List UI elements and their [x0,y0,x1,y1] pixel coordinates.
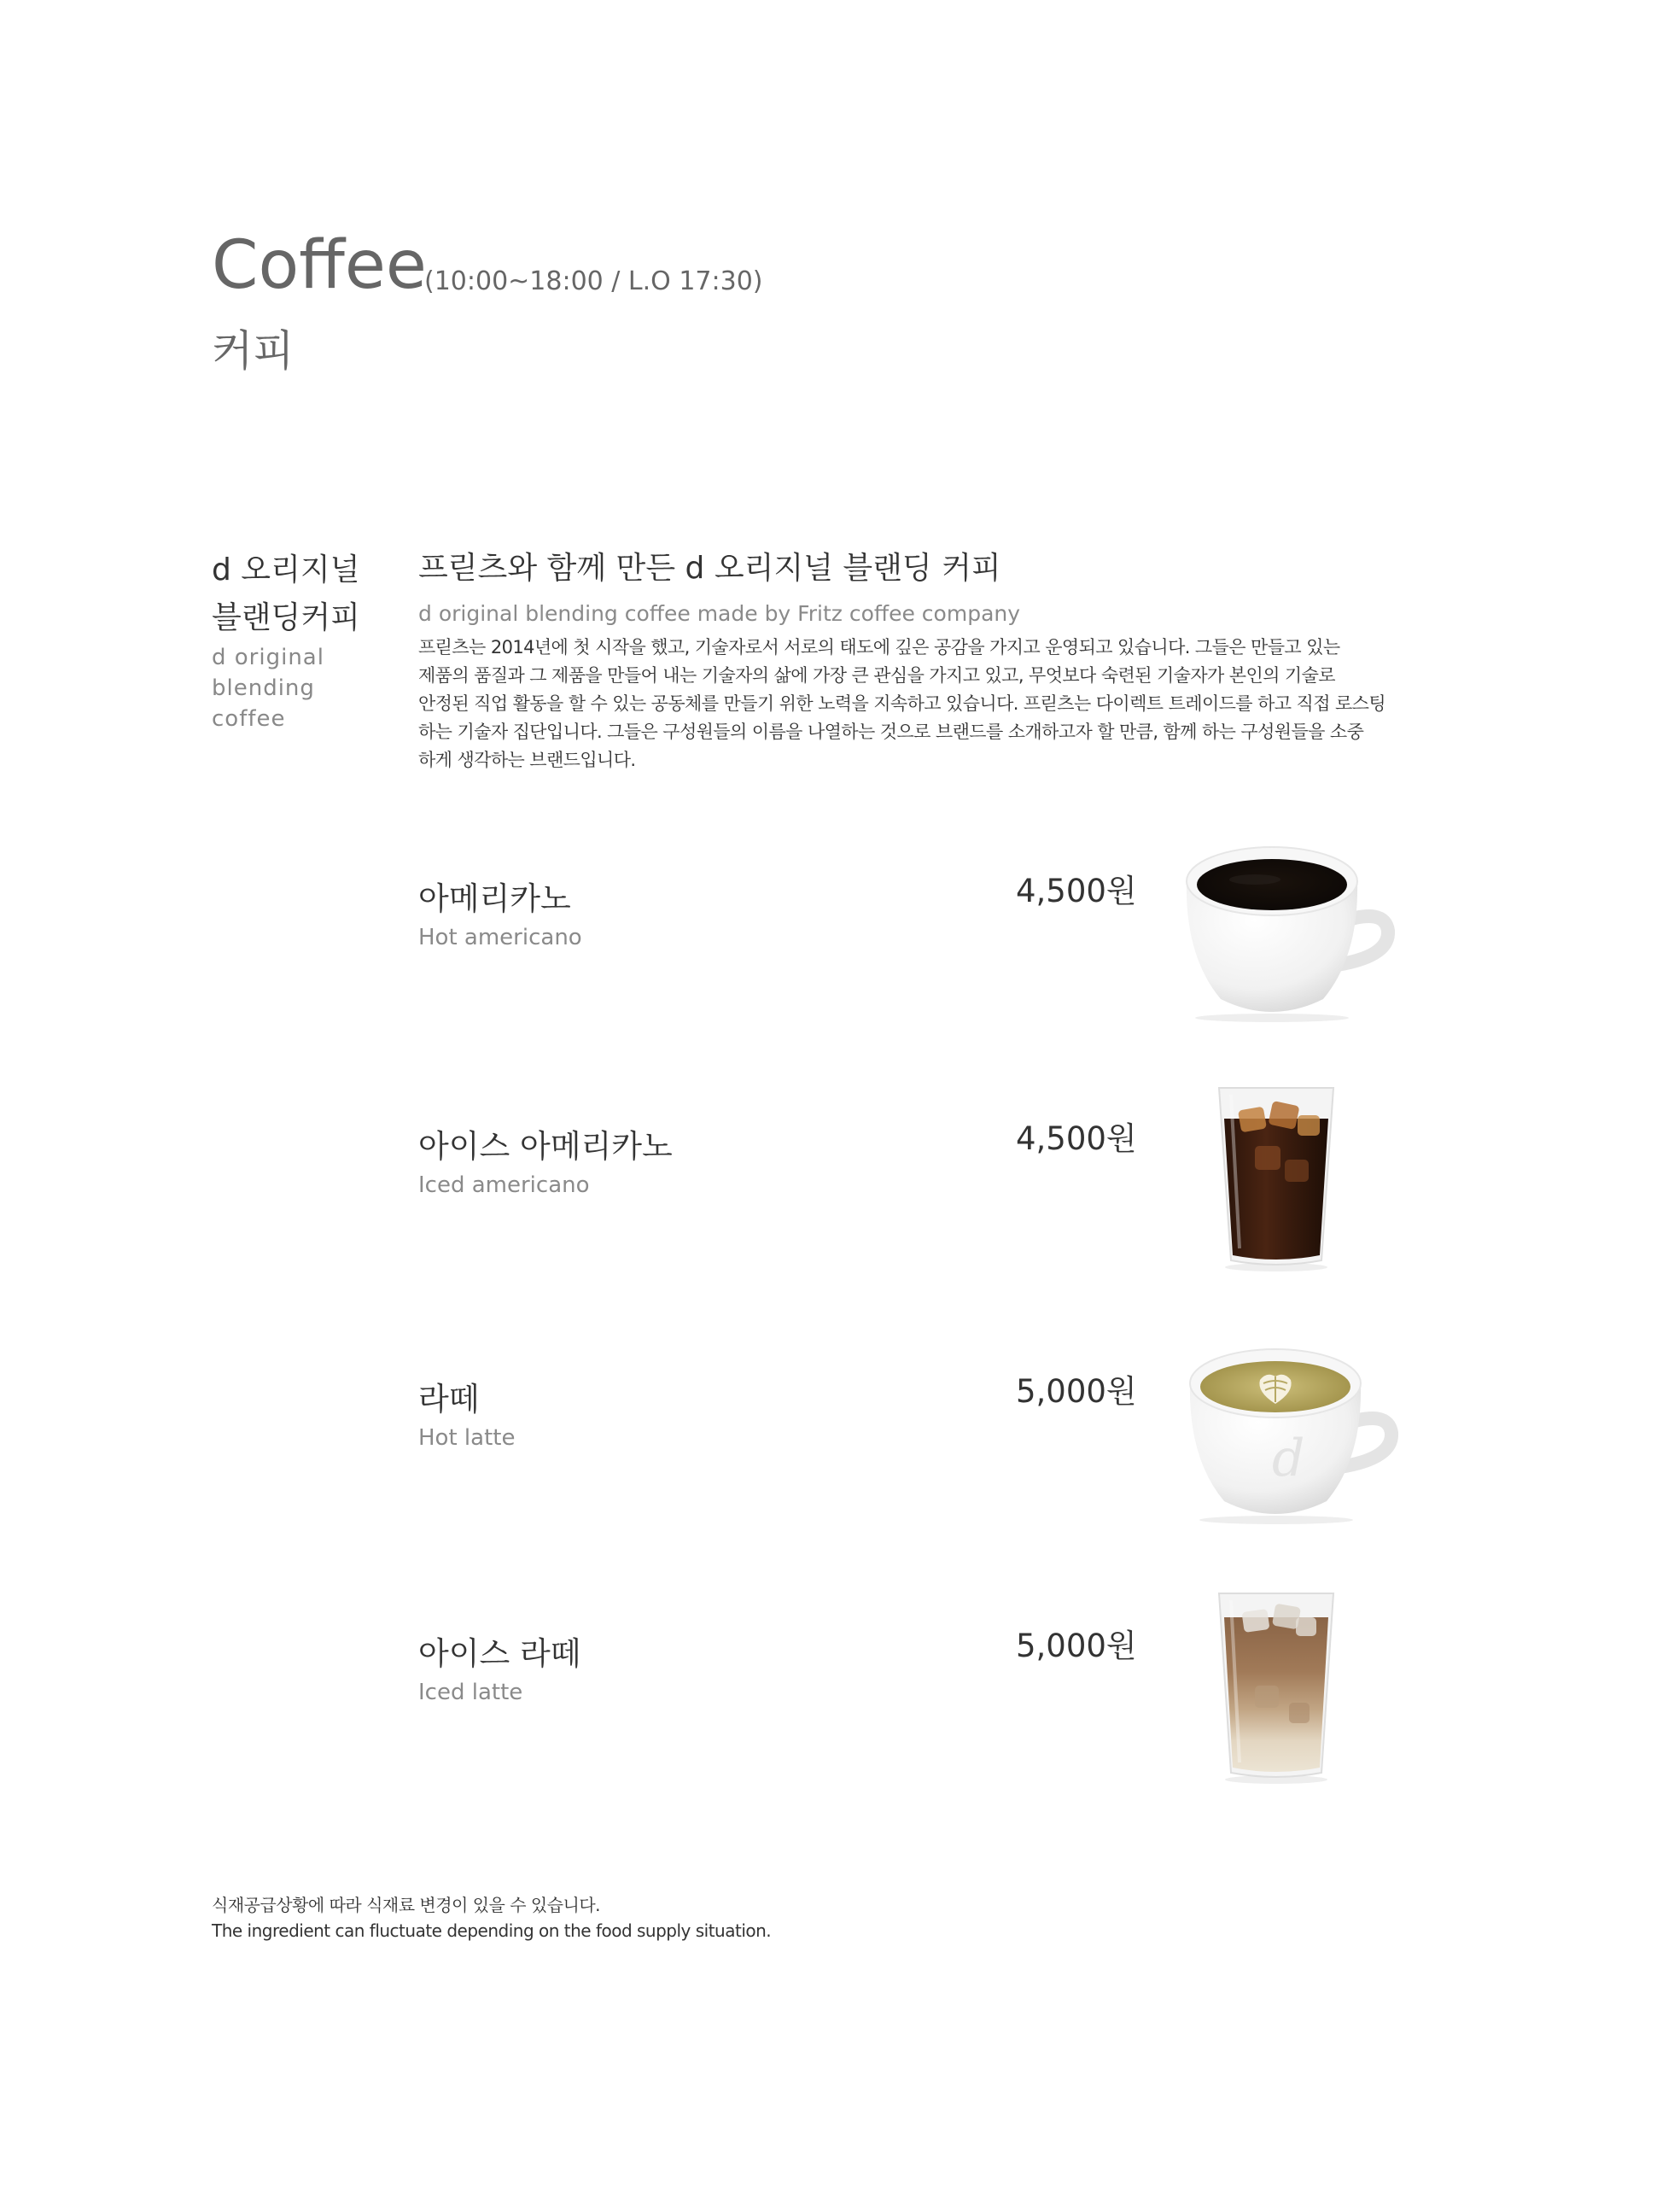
menu-item-hot-latte [0,1320,1680,1525]
item-name-english: Hot americano [418,925,582,950]
intro-line: 제품의 품질과 그 제품을 만들어 내는 기술자의 삶에 가장 큰 관심을 가지고 있고, 무엇보다 숙련된 기술자가 본인의 기술로 [418,665,1335,686]
intro-line: 안정된 직업 활동을 할 수 있는 공동체를 만들기 위한 노력을 지속하고 있습니다. 프릳츠는 다이렉트 트레이드를 하고 직접 로스팅 [418,693,1386,714]
notice-english: The ingredient can fluctuate depending on the food supply situation. [212,1920,772,1941]
intro-description [418,634,1409,774]
item-price: 4,500원 [1016,1120,1137,1157]
intro-line: 하게 생각하는 브랜드입니다. [418,750,636,770]
category-name-en-line: blending [212,675,315,701]
item-name-korean: 라떼 [418,1381,480,1417]
iced-americano-glass-image [1161,1078,1400,1274]
category-name-english [212,642,324,734]
opening-hours: (10:00~18:00 / L.O 17:30) [424,266,763,296]
hot-americano-cup-image [1161,837,1400,1025]
menu-item-iced-americano [0,1067,1680,1272]
svg-text:d: d [1272,1429,1305,1488]
item-name-english: Hot latte [418,1425,516,1451]
intro-title: 프릳츠와 함께 만든 d 오리지널 블랜딩 커피 [418,551,1001,586]
category-name-en-line: coffee [212,706,286,732]
item-price: 4,500원 [1016,873,1137,909]
item-name-english: Iced latte [418,1680,523,1705]
item-name-korean: 아메리카노 [418,880,571,917]
item-name-english: Iced americano [418,1172,590,1198]
intro-subtitle: d original blending coffee made by Fritz coffee company [418,601,1021,626]
item-name-korean: 아이스 아메리카노 [418,1128,673,1165]
ingredient-notice [212,1892,771,1943]
menu-item-hot-americano [0,820,1680,1025]
category-name-en-line: d original [212,645,324,670]
notice-korean: 식재공급상황에 따라 식재료 변경이 있을 수 있습니다. [212,1895,601,1915]
item-price: 5,000원 [1016,1373,1137,1410]
page-title-korean: 커피 [212,326,295,376]
category-name-ko-line: 블랜딩커피 [212,600,360,635]
iced-latte-glass-image [1161,1583,1400,1788]
page-title: Coffee [212,227,427,304]
item-price: 5,000원 [1016,1628,1137,1664]
intro-line: 프릳츠는 2014년에 첫 시작을 했고, 기술자로서 서로의 태도에 깊은 공감을 가지고 운영되고 있습니다. 그들은 만들고 있는 [418,637,1340,658]
item-name-korean: 아이스 라떼 [418,1635,581,1672]
category-name-korean [212,546,360,642]
menu-item-iced-latte [0,1575,1680,1780]
category-name-ko-line: d 오리지널 [212,552,360,587]
hot-latte-cup-image [1161,1339,1400,1527]
intro-line: 하는 기술자 집단입니다. 그들은 구성원들의 이름을 나열하는 것으로 브랜드를 소개하고자 할 만큼, 함께 하는 구성원들을 소중 [418,722,1364,742]
